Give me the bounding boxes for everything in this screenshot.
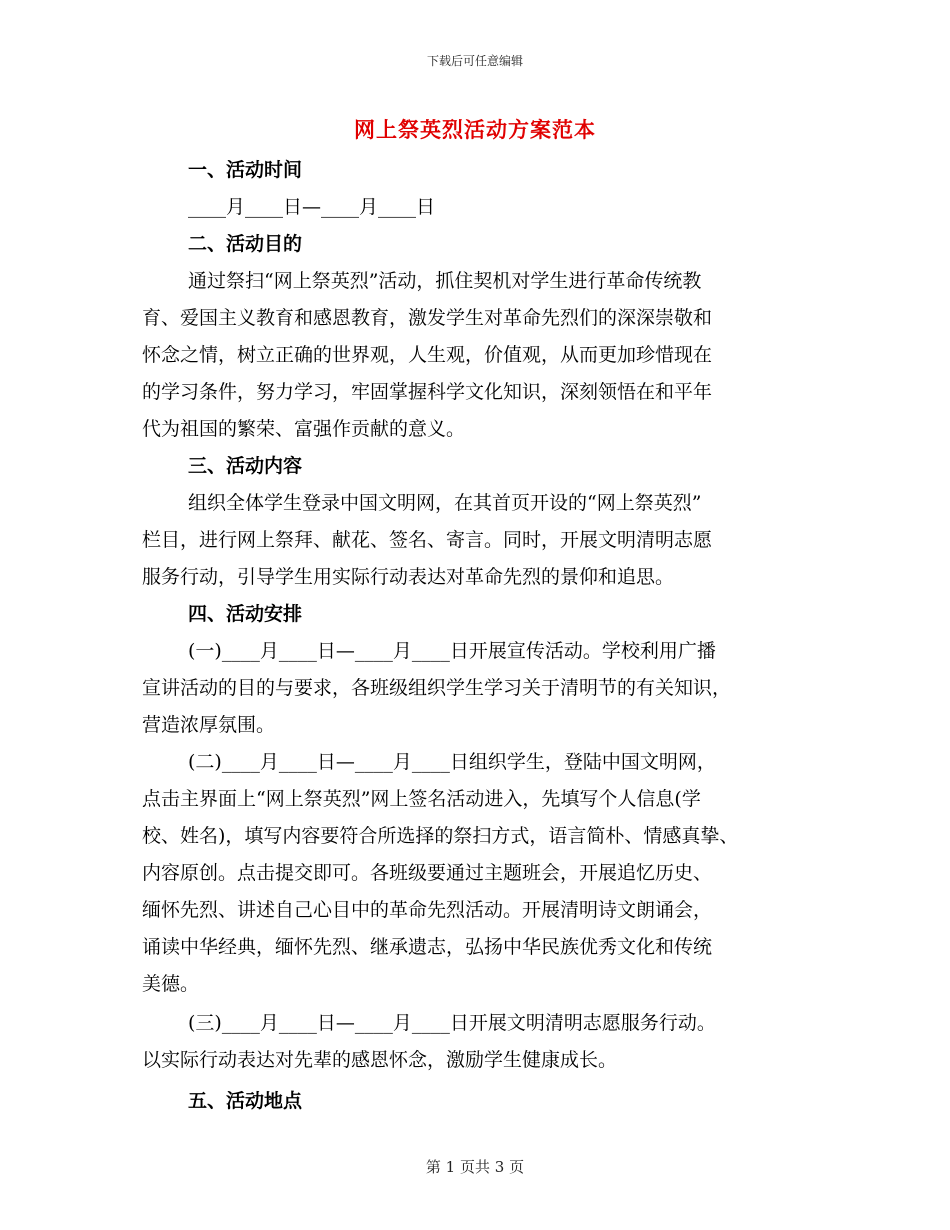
paragraph-line: 代为祖国的繁荣、富强作贡献的意义。 [142,418,466,440]
section-heading-purpose: 二、活动目的 [188,233,303,255]
paragraph-line: 组织全体学生登录中国文明网，在其首页开设的“网上祭英烈” [188,492,702,514]
section-heading-arrangement: 四、活动安排 [188,603,303,625]
paragraph-line: 校、姓名)，填写内容要符合所选择的祭扫方式，语言简朴、情感真挚、 [142,825,739,847]
paragraph-line: 以实际行动表达对先辈的感恩怀念，激励学生健康成长。 [142,1049,618,1071]
page-footer: 第 1 页共 3 页 [425,1158,525,1176]
paragraph-line: 诵读中华经典，缅怀先烈、继承遗志，弘扬中华民族优秀文化和传统 [142,936,713,958]
paragraph-line: 通过祭扫“网上祭英烈”活动，抓住契机对学生进行革命传统教 [188,270,702,292]
paragraph-line: 点击主界面上“网上祭英烈”网上签名活动进入，先填写个人信息(学 [142,788,701,810]
paragraph-line: 怀念之情，树立正确的世界观，人生观，价值观，从而更加珍惜现在 [142,344,713,366]
paragraph-line: (一)____月____日—____月____日开展宣传活动。学校利用广播 [188,640,716,662]
paragraph-line: (三)____月____日—____月____日开展文明清明志愿服务行动。 [188,1012,716,1034]
paragraph-line: 栏目，进行网上祭拜、献花、签名、寄言。同时，开展文明清明志愿 [142,529,713,551]
paragraph-line: 育、爱国主义教育和感恩教育，激发学生对革命先烈们的深深崇敬和 [142,307,713,329]
paragraph-line: 缅怀先烈、讲述自己心目中的革命先烈活动。开展清明诗文朗诵会， [142,899,713,921]
time-range-line: ____月____日—____月____日 [188,196,436,218]
paragraph-line: 宣讲活动的目的与要求，各班级组织学生学习关于清明节的有关知识， [142,677,732,699]
paragraph-line: 美德。 [142,973,200,995]
document-title: 网上祭英烈活动方案范本 [354,117,596,142]
paragraph-line: 服务行动，引导学生用实际行动表达对革命先烈的景仰和追思。 [142,566,675,588]
paragraph-line: 营造浓厚氛围。 [142,714,276,736]
section-heading-content: 三、活动内容 [188,455,303,477]
section-heading-time: 一、活动时间 [188,159,303,181]
header-note: 下载后可任意编辑 [426,54,523,68]
paragraph-line: (二)____月____日—____月____日组织学生，登陆中国文明网， [188,751,716,773]
paragraph-line: 内容原创。点击提交即可。各班级要通过主题班会，开展追忆历史、 [142,862,713,884]
paragraph-line: 的学习条件，努力学习，牢固掌握科学文化知识，深刻领悟在和平年 [142,381,713,403]
section-heading-location: 五、活动地点 [188,1090,303,1112]
